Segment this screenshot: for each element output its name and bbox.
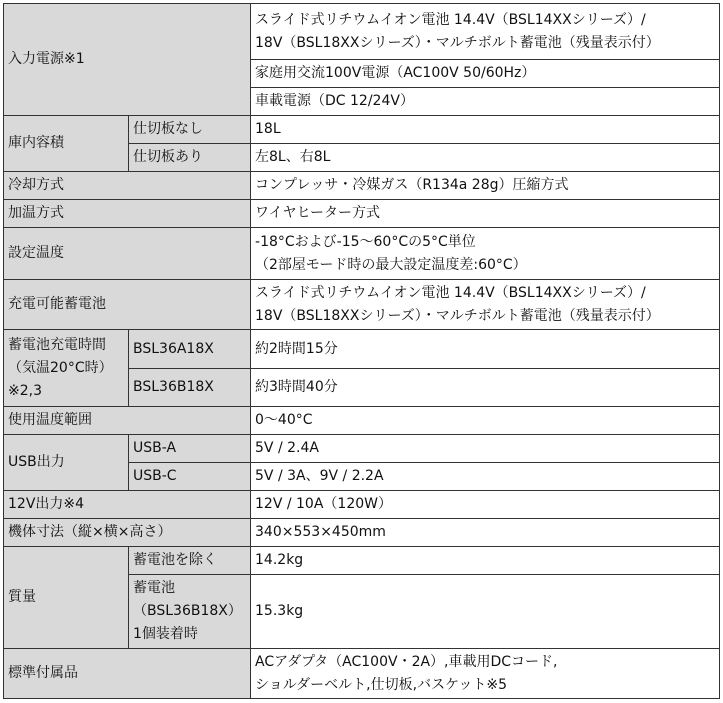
row-value: 左8L、右8L [251,144,720,172]
table-row [4,547,720,575]
table-row [4,280,720,330]
sub-label: BSL36A18X [129,330,251,369]
value-line: スライド式リチウムイオン電池 14.4V（BSL14XXシリーズ）/ [255,284,646,301]
sub-label: 蓄電池を除く [129,547,251,575]
label-line: （気温20°C時） [8,359,113,376]
table-row [4,491,720,519]
value-line: -18°Cおよび-15～60°Cの5°C単位 [255,233,476,250]
label-line: 蓄電池充電時間 [8,336,106,353]
row-value: 12V / 10A（120W） [251,491,720,519]
row-label: 加温方式 [4,200,251,228]
value-line: 18V（BSL18XXシリーズ）・マルチボルト蓄電池（残量表示付） [255,307,660,324]
row-label: 機体寸法（縦×横×高さ） [4,519,251,547]
table-row [4,228,720,280]
row-value [251,4,720,60]
table-row [4,649,720,699]
label-line: 1個装着時 [133,626,198,642]
row-value: 5V / 2.4A [251,435,720,463]
row-value: 15.3kg [251,575,720,649]
row-value: 14.2kg [251,547,720,575]
table-row [4,330,720,369]
row-label: 設定温度 [4,228,251,280]
row-label: 質量 [4,547,129,649]
value-line: スライド式リチウムイオン電池 14.4V（BSL14XXシリーズ）/ [255,11,646,28]
table-row [4,519,720,547]
row-label: USB出力 [4,435,129,491]
value-line: 18V（BSL18XXシリーズ）・マルチボルト蓄電池（残量表示付） [255,34,660,51]
sub-label [129,575,251,649]
table-row [4,407,720,435]
row-value: コンプレッサ・冷媒ガス（R134a 28g）圧縮方式 [251,172,720,200]
label-line: ※2,3 [8,382,42,399]
row-label: 使用温度範囲 [4,407,251,435]
row-value: 家庭用交流100V電源（AC100V 50/60Hz） [251,60,720,88]
sub-label: 仕切板なし [129,116,251,144]
sub-label: 仕切板あり [129,144,251,172]
row-value: 約2時間15分 [251,330,720,369]
row-value: 0～40°C [251,407,720,435]
table-row [4,172,720,200]
row-label: 充電可能蓄電池 [4,280,251,330]
row-value: 5V / 3A、9V / 2.2A [251,463,720,491]
row-label: 標準付属品 [4,649,251,699]
row-value [251,228,720,280]
row-value [251,649,720,699]
spec-table [3,3,720,699]
sub-label: USB-A [129,435,251,463]
table-row [4,116,720,144]
value-line: （2部屋モード時の最大設定温度差:60°C） [255,256,527,273]
row-value: ワイヤヒーター方式 [251,200,720,228]
table-row [4,200,720,228]
row-label: 冷却方式 [4,172,251,200]
row-value: 340×553×450mm [251,519,720,547]
label-line: 蓄電池 [133,580,175,596]
row-value: 車載電源（DC 12/24V） [251,88,720,116]
row-value [251,280,720,330]
value-line: ショルダーベルト,仕切板,バスケット※5 [255,676,508,693]
row-value: 18L [251,116,720,144]
sub-label: BSL36B18X [129,369,251,407]
table-row [4,4,720,60]
label-line: （BSL36B18X） [133,603,242,619]
row-label: 入力電源※1 [4,4,251,116]
row-value: 約3時間40分 [251,369,720,407]
value-line: ACアダプタ（AC100V・2A）,車載用DCコード, [255,653,558,670]
row-label: 庫内容積 [4,116,129,172]
sub-label: USB-C [129,463,251,491]
table-row [4,435,720,463]
row-label [4,330,129,407]
row-label: 12V出力※4 [4,491,251,519]
